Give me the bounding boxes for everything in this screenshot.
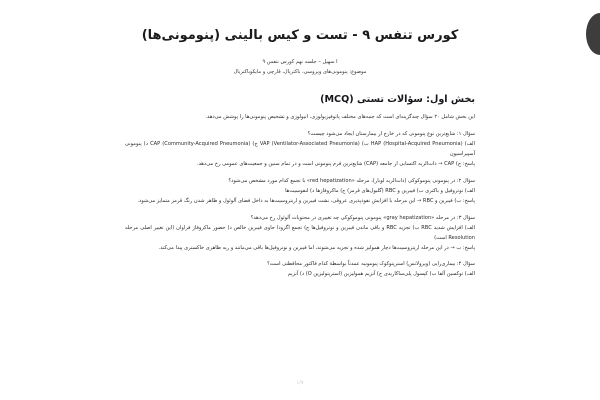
subtitle-line-topic: موضوع: پنومونی‌های ویروسی، باکتریال، قارچی و مایکوباکتریال	[233, 68, 367, 75]
question-1-answer: پاسخ: ج) CAP → ذات‌الریه اکتسابی از جامعه (CAP) شایع‌ترین فرم پنومونی است و در تمام سنین و جمعیت‌های عمومی رخ می‌دهد.	[196, 161, 475, 168]
question-2-answer: پاسخ: ب) فیبرین و RBC → این مرحله با افزایش نفوذپذیری عروقی، نشت فیبرین و اریتروسیت‌ها به داخل فضای آلوئول و ظاهر شدن رنگ قرمز متمایز می‌شود.	[137, 197, 475, 204]
section-title-mcq: بخش اول: سؤالات تستی (MCQ)	[320, 93, 475, 105]
question-1-prompt: سؤال ۱: شایع‌ترین نوع پنومونی که در خارج از بیمارستان ایجاد می‌شود چیست؟	[307, 131, 475, 138]
question-3-answer: پاسخ: ب → در این مرحله اریتروسیت‌ها دچار همولیز شده و تجزیه می‌شوند، اما فیبرین و نوتروفیل‌ها باقی می‌مانند و ریه ظاهری خاکستری پیدا می‌کند.	[158, 244, 475, 251]
title-block	[0, 26, 600, 46]
subtitle-line-instructor: ا سهیل – جلسه نهم کورس تنفس ۹	[262, 59, 338, 66]
question-3-prompt: سؤال ۳: در مرحله «gray hepatization» پنومونی پنوموکوکی چه تغییری در محتویات آلوئول رخ می‌دهد؟	[250, 214, 475, 221]
question-4-options: الف) توکسین آلفا ب) کپسول پلی‌ساکاریدی ج) آنزیم همولیزین (استرپتولیزین O) د) آنزیم	[287, 271, 475, 278]
document-body	[0, 113, 600, 280]
question-4-prompt: سؤال ۴: بیماری‌زایی (ویرولانس) استرپتوکوک پنومونیه عمدتاً بواسطهٔ کدام فاکتور محافظتی است؟	[267, 261, 475, 268]
question-2-options: الف) نوتروفیل و باکتری ب) فیبرین و RBC (گلبول‌های قرمز) ج) ماکروفاژها د) لنفوسیت‌ها	[285, 187, 475, 194]
page-number: ۱/۷	[296, 380, 304, 386]
question-1-options: الف) HAP (Hospital-Acquired Pneumonia) ب) VAP (Ventilator-Associated Pneumonia) ج) CAP (Community-Acquired Pneumonia) د) پنومونی آسپیراسیون	[125, 141, 476, 158]
section-intro-paragraph: این بخش شامل ۲۰ سؤال چندگزینه‌ای است که جنبه‌های مختلف پاتوفیزیولوژی، اتیولوژی و تشخیص پنومونی‌ها را پوشش می‌دهد.	[205, 114, 475, 121]
question-2-prompt: سؤال ۲: در پنومونی پنوموکوکی (ذات‌الریه لوبار)، مرحله «red hepatization» با تجمع کدام مورد مشخص می‌شود؟	[228, 177, 475, 184]
page-title: کورس تنفس ۹ - تست و کیس بالینی (پنومونی‌ها)	[141, 28, 459, 43]
page-footer	[0, 369, 600, 388]
question-3-options: الف) افزایش شدید RBC ب) تجزیه RBC و باقی ماندن فیبرین و نوتروفیل‌ها ج) تجمع اگزودا حاوی فیبرین خالص د) حضور ماکروفاژ فراوان (این تغییر اصلی مرحله Resolution است)	[125, 224, 475, 241]
section-header-block	[0, 93, 600, 107]
subtitle-block	[0, 58, 600, 77]
